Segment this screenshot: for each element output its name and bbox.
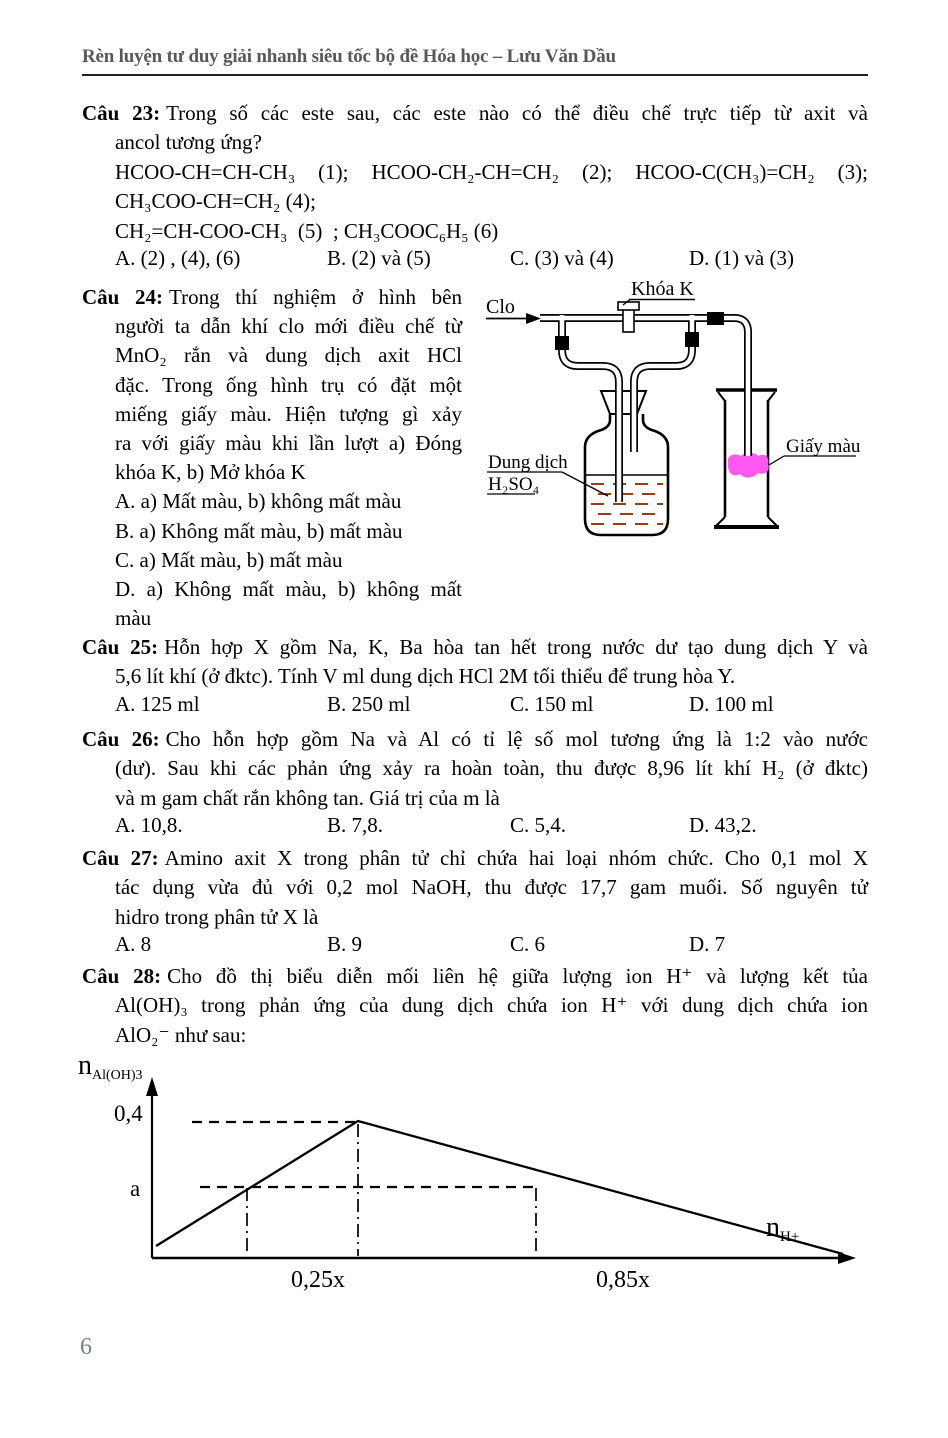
question-line: [82, 99, 868, 128]
option-b: B. 7,8.: [327, 813, 384, 838]
option-c: C. 5,4.: [510, 813, 567, 838]
question-number: Câu 27:: [82, 846, 159, 870]
question-text: Cho hỗn hợp gồm Na và Al có tỉ lệ số mol tương ứng là 1:2 vào nước: [165, 727, 868, 751]
question-line: khóa K, b) Mở khóa K: [115, 460, 306, 485]
option-c: C. 150 ml: [510, 691, 594, 716]
paper-callout: [769, 436, 861, 465]
question-line: AlO₂⁻ như sau:: [115, 1022, 247, 1047]
answer-options-row: [82, 692, 868, 721]
option-b: B. a) Không mất màu, b) mất màu: [115, 518, 403, 543]
answer-options-row: [82, 246, 868, 275]
paper-label: Giấy màu: [786, 436, 861, 457]
question-text: Trong thí nghiệm ở hình bên: [169, 285, 462, 309]
option-b: B. 9: [327, 932, 363, 957]
precipitate-vs-hplus-chart: [70, 1042, 882, 1304]
option-a: A. 10,8.: [115, 813, 183, 838]
option-b: B. 250 ml: [327, 691, 411, 716]
question-text: Cho đồ thị biểu diễn mối liên hệ giữa lượng ion H⁺ và lượng kết tủa: [167, 964, 868, 988]
connector-right: [685, 332, 699, 347]
solution-callout: [487, 452, 608, 496]
question-25: [82, 633, 868, 721]
option-d: D. a) Không mất màu, b) không mất: [115, 577, 462, 602]
option-a: A. (2) , (4), (6): [115, 246, 241, 271]
y-axis-arrow-icon: [146, 1077, 158, 1096]
option-c: C. (3) và (4): [510, 246, 614, 271]
question-line: MnO₂ rắn và dung dịch axit HCl: [115, 343, 462, 368]
question-28: [82, 962, 868, 1050]
connector-left: [555, 336, 569, 350]
question-line: ra với giấy màu khi lần lượt a) Đóng: [115, 431, 462, 456]
option-a: A. a) Mất màu, b) không mất màu: [115, 489, 402, 514]
connector-top: [707, 312, 724, 325]
question-number: Câu 23:: [82, 101, 161, 125]
question-number: Câu 26:: [82, 727, 160, 751]
question-text: Amino axit X trong phân tử chỉ chứa hai loại nhóm chức. Cho 0,1 mol X: [164, 846, 868, 870]
question-number: Câu 25:: [82, 635, 159, 659]
option-d: D. (1) và (3): [689, 246, 794, 271]
clo-arrow-icon: [526, 313, 541, 324]
option-c: C. a) Mất màu, b) mất màu: [115, 547, 343, 572]
question-text: Hỗn hợp X gồm Na, K, Ba hòa tan hết trong nước dư tạo dung dịch Y và: [164, 635, 868, 659]
solution-label-line2: H₂SO₄: [488, 474, 540, 495]
question-line: đặc. Trong ống hình trụ có đặt một: [115, 372, 462, 397]
page-number: 6: [80, 1334, 92, 1360]
question-line: người ta dẫn khí clo mới điều chế từ: [115, 314, 462, 339]
question-line: và m gam chất rắn không tan. Giá trị của m là: [115, 785, 500, 810]
option-b: B. (2) và (5): [327, 246, 431, 271]
x-tick-025x: 0,25x: [291, 1267, 345, 1293]
experiment-apparatus-diagram: [480, 275, 948, 565]
guide-dashdot-verticals: [247, 1124, 536, 1256]
answer-options-row: [82, 932, 868, 961]
option-d-wrap: màu: [115, 606, 152, 631]
question-text: Trong số các este sau, các este nào có thể điều chế trực tiếp từ axit và: [166, 101, 868, 125]
question-line: [82, 725, 868, 754]
solution-label-line1: Dung dịch: [488, 452, 568, 473]
question-line: miếng giấy màu. Hiện tượng gì xảy: [115, 401, 462, 426]
header-rule: [82, 74, 868, 76]
y-tick-a: a: [130, 1176, 141, 1201]
clo-label: Clo: [486, 296, 515, 318]
question-number: Câu 24:: [82, 285, 164, 309]
colored-paper: [728, 453, 769, 478]
y-axis-label: nAl(OH)3: [78, 1050, 143, 1083]
valve-callout: [623, 278, 695, 305]
question-26: [82, 725, 868, 843]
option-d: D. 100 ml: [689, 691, 774, 716]
answer-options-row: [82, 813, 868, 842]
y-tick-04: 0,4: [114, 1101, 143, 1126]
clo-inlet: [486, 296, 541, 324]
option-c: C. 6: [510, 932, 546, 957]
question-line: Al(OH)₃ trong phản ứng của dung dịch chứa ion H⁺ với dung dịch chứa ion: [115, 993, 868, 1018]
question-line: ancol tương ứng?: [115, 130, 262, 155]
page-header-title: Rèn luyện tư duy giải nhanh siêu tốc bộ đề Hóa học – Lưu Văn Dầu: [82, 46, 616, 67]
option-a: A. 125 ml: [115, 691, 200, 716]
question-line: hidro trong phân tử X là: [115, 904, 319, 929]
option-d: D. 7: [689, 932, 726, 957]
x-tick-085x: 0,85x: [596, 1267, 650, 1293]
question-line: (dư). Sau khi các phản ứng xảy ra hoàn toàn, thu được 8,96 lít khí H₂ (ở đktc): [115, 756, 868, 781]
question-line: [82, 283, 462, 312]
question-line: tác dụng vừa đủ với 0,2 mol NaOH, thu được 17,7 gam muối. Số nguyên tử: [115, 875, 868, 900]
question-27: [82, 844, 868, 962]
formula-line: HCOO-CH=CH-CH₃ (1); HCOO-CH₂-CH=CH₂ (2); HCOO-C(CH₃)=CH₂ (3);: [115, 159, 868, 184]
option-a: A. 8: [115, 932, 152, 957]
valve-label: Khóa K: [631, 278, 694, 300]
question-line: 5,6 lít khí (ở đktc). Tính V ml dung dịch HCl 2M tối thiểu để trung hòa Y.: [115, 664, 736, 689]
formula-line: CH₂=CH-COO-CH₃ (5) ; CH₃COOC₆H₅ (6): [115, 218, 499, 243]
x-axis-label: nH+: [766, 1212, 800, 1245]
question-line: [82, 844, 868, 873]
formula-line: CH₃COO-CH=CH₂ (4);: [115, 189, 316, 214]
glass-tubes: [540, 315, 748, 502]
option-d: D. 43,2.: [689, 813, 757, 838]
question-line: [82, 633, 868, 662]
question-23: [82, 99, 868, 275]
question-24: [82, 283, 462, 633]
question-line: [82, 962, 868, 991]
liquid-dashes: [591, 484, 663, 524]
bottle-stopper: [601, 391, 646, 414]
question-number: Câu 28:: [82, 964, 162, 988]
